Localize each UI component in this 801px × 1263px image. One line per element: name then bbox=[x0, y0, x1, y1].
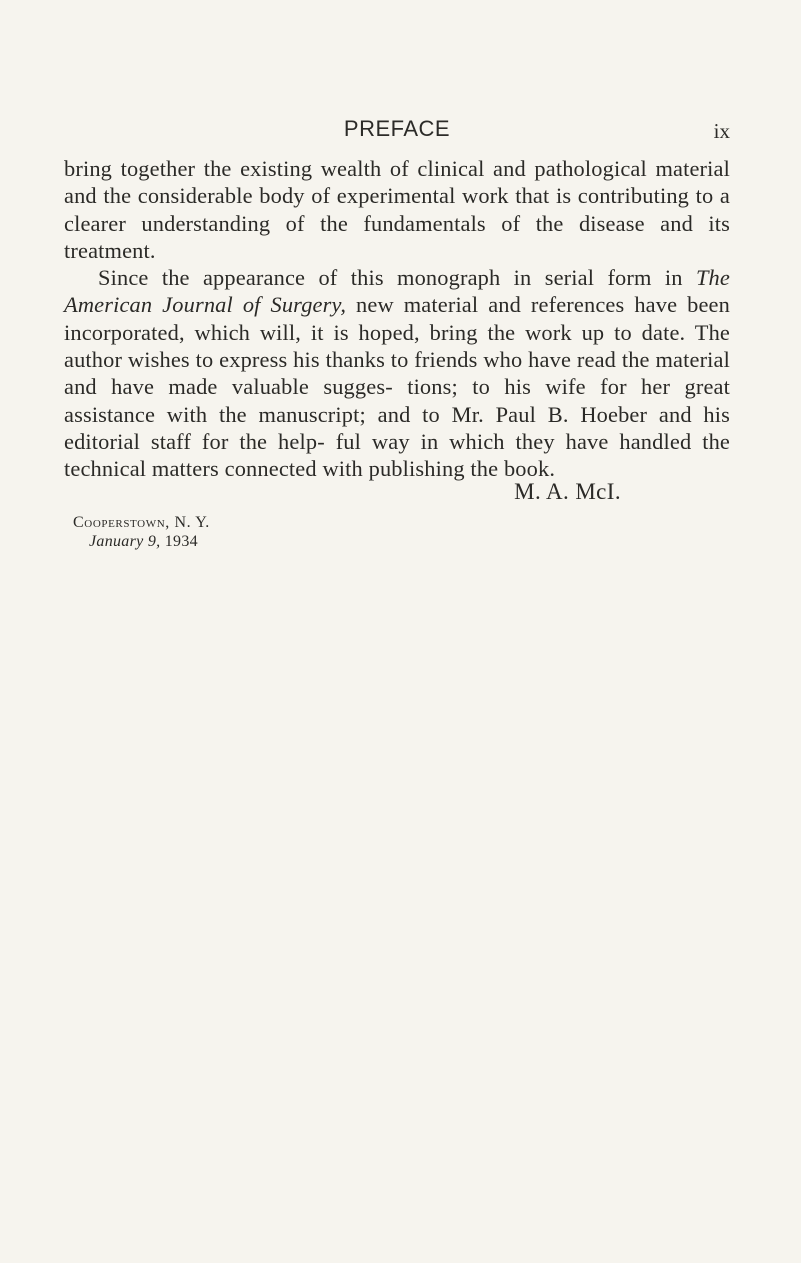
author-initials: M. A. McI. bbox=[514, 479, 621, 504]
journal-title: The American Journal of Surgery, bbox=[64, 265, 730, 318]
date-line bbox=[89, 533, 198, 551]
paragraph-lead: Since the appearance of this monograph in serial form in bbox=[98, 265, 683, 291]
paragraph-rest: new material and references have been incorporated, which will, it is hoped, bring the work up to date. The author wishes to express his thanks to friends who have read the material and have made valuable sugges- tions; to his wife for her great assistance with the manuscript; and to Mr. Paul B. Hoeber and his editorial staff for the help- ful way in which they have handled the technical matters connected with publishing the book. bbox=[64, 292, 730, 482]
running-head bbox=[64, 116, 730, 146]
date-month-day: January 9, bbox=[89, 533, 161, 550]
paragraph-acknowledgements bbox=[64, 264, 730, 482]
running-title: PREFACE bbox=[343, 116, 451, 141]
place-line: Cooperstown, N. Y. bbox=[73, 514, 210, 531]
date-year: 1934 bbox=[164, 533, 198, 550]
preface-body bbox=[64, 155, 730, 483]
paragraph-continued: bring together the existing wealth of clinical and pathological material and the considerable body of experimental work that is contributing to a clearer understanding of the fundamentals of the disease and its treatment. bbox=[64, 156, 730, 263]
page-number: ix bbox=[713, 119, 730, 143]
